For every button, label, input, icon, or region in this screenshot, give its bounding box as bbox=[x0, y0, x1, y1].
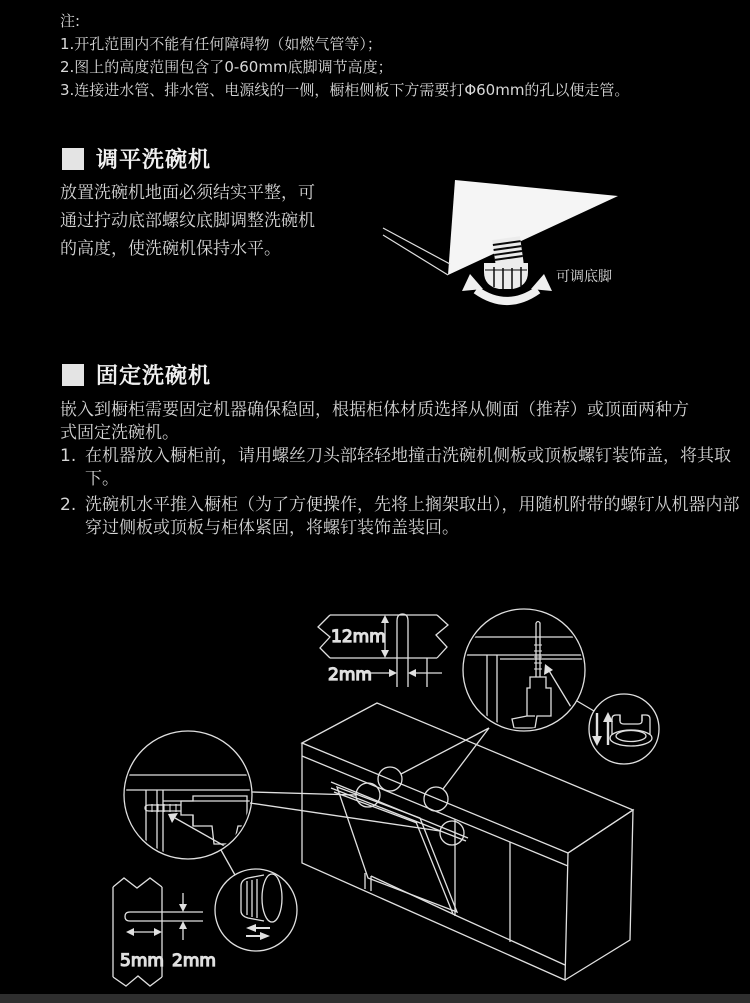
step-item bbox=[60, 445, 750, 491]
step-number: 2. bbox=[60, 495, 77, 515]
bottom-width-label: 2mm bbox=[172, 951, 216, 971]
bottom-bar bbox=[0, 994, 750, 1003]
step-item bbox=[60, 494, 750, 540]
installation-diagram bbox=[0, 585, 750, 1003]
cabinet-isometric bbox=[302, 703, 633, 980]
cap-lateral-callout bbox=[215, 869, 297, 951]
threaded-foot-screw bbox=[492, 236, 523, 267]
screw-marker bbox=[440, 821, 464, 845]
adjustable-foot-diagram bbox=[0, 168, 750, 340]
dishwasher-door bbox=[334, 787, 457, 914]
note-line: 1.开孔范围内不能有任何障碍物（如燃气管等）； bbox=[60, 35, 382, 53]
notes-block bbox=[60, 10, 750, 102]
section-level-title: 调平洗碗机 bbox=[96, 148, 212, 173]
intro-line: 嵌入到橱柜需要固定机器确保稳固，根据柜体材质选择从侧面（推荐）或顶面两种方 bbox=[60, 400, 689, 420]
body-line: 通过拧动底部螺纹底脚调整洗碗机 bbox=[60, 211, 315, 231]
screw-cap-side-icon bbox=[241, 874, 282, 922]
top-width-label: 2mm bbox=[328, 665, 372, 685]
section-bullet-square bbox=[62, 148, 84, 170]
section-fix-title: 固定洗碗机 bbox=[96, 364, 212, 389]
screw-cap-icon bbox=[610, 715, 652, 746]
step-text: 在机器放入橱柜前，请用螺丝刀头部轻轻地撞击洗碗机侧板或顶板螺钉装饰盖，将其取下。 bbox=[85, 446, 731, 489]
section-bullet-square bbox=[62, 364, 84, 386]
side-drill-callout bbox=[124, 731, 253, 861]
intro-line: 式固定洗碗机。 bbox=[60, 423, 179, 443]
notes-title: 注: bbox=[60, 12, 81, 30]
body-line: 放置洗碗机地面必须结实平整，可 bbox=[60, 183, 315, 203]
cap-vertical-callout bbox=[589, 694, 659, 764]
note-line: 2.图上的高度范围包含了0-60mm底脚调节高度； bbox=[60, 58, 393, 76]
machine-base-triangle bbox=[448, 180, 618, 275]
step-text: 洗碗机水平推入橱柜（为了方便操作，先将上搁架取出），用随机附带的螺钉从机器内部穿过侧板或顶板与柜体紧固，将螺钉装饰盖装回。 bbox=[85, 495, 740, 538]
top-depth-label: 12mm bbox=[331, 627, 386, 647]
drill-up-icon bbox=[512, 677, 551, 728]
leader-lines bbox=[221, 701, 594, 875]
section-fix-intro bbox=[60, 399, 750, 445]
body-line: 的高度，使洗碗机保持水平。 bbox=[60, 239, 281, 259]
section-fix-header bbox=[62, 359, 211, 390]
bottom-length-label: 5mm bbox=[120, 951, 164, 971]
section-fix-steps bbox=[60, 445, 750, 543]
adjustable-foot-label: 可调底脚 bbox=[556, 269, 612, 285]
note-line: 3.连接进水管、排水管、电源线的一侧，橱柜侧板下方需要打Φ60mm的孔以便走管。 bbox=[60, 81, 630, 99]
step-number: 1. bbox=[60, 446, 77, 466]
top-drill-callout bbox=[463, 609, 585, 732]
foot-nut bbox=[484, 263, 528, 289]
